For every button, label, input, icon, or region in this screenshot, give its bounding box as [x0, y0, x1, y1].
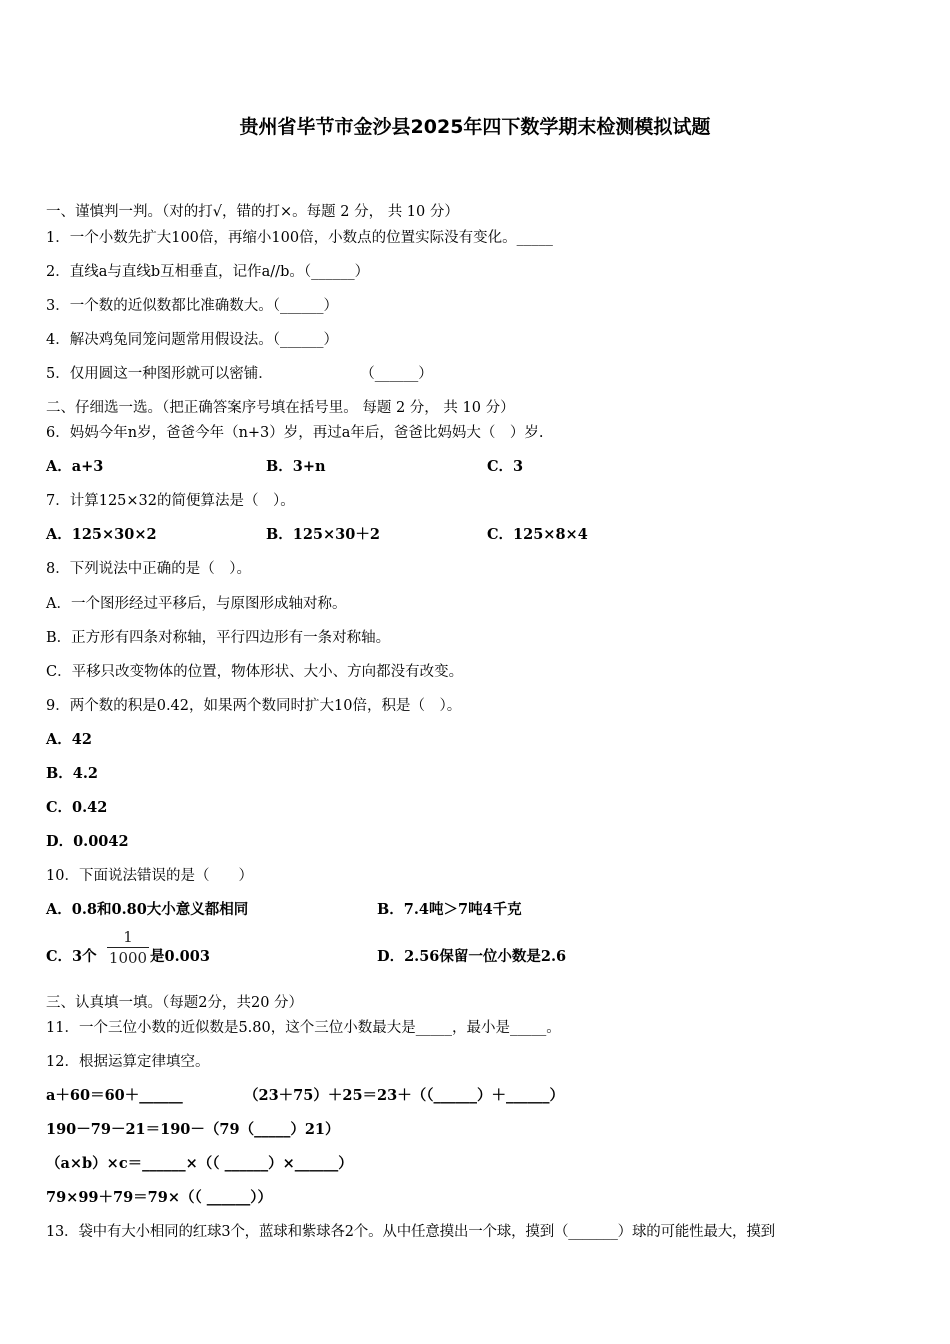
q10-option-c-prefix: C．3个 — [46, 948, 97, 965]
question-2: 2．直线a与直线b互相垂直，记作a//b。（______） — [46, 264, 370, 280]
question-7: 7．计算125×32的简便算法是（ ）。 — [46, 493, 295, 509]
question-3: 3．一个数的近似数都比准确数大。（______） — [46, 298, 338, 314]
q6-option-a: A．a+3 — [46, 458, 104, 475]
q12-line1-left: a＋60＝60＋______ — [46, 1087, 183, 1104]
section2-heading: 二、仔细选一选。（把正确答案序号填在括号里。 每题 2 分， 共 10 分） — [46, 400, 515, 416]
q9-option-b: B．4.2 — [46, 765, 98, 782]
q10-option-b: B．7.4吨＞7吨4千克 — [377, 901, 522, 918]
question-13: 13．袋中有大小相同的红球3个，蓝球和紫球各2个。从中任意摸出一个球，摸到（_______）球的可能性最大，摸到 — [46, 1224, 775, 1240]
question-6: 6．妈妈今年n岁，爸爸今年（n+3）岁，再过a年后，爸爸比妈妈大（ ）岁. — [46, 425, 544, 441]
q8-option-a: A．一个图形经过平移后，与原图形成轴对称。 — [46, 596, 347, 612]
fraction-one-thousandth — [107, 928, 149, 967]
q12-line1-right: （23＋75）＋25＝23＋（（______）＋______） — [244, 1087, 564, 1104]
q7-option-b: B．125×30＋2 — [266, 526, 380, 543]
q9-option-c: C．0.42 — [46, 799, 108, 816]
question-1: 1．一个小数先扩大100倍，再缩小100倍，小数点的位置实际没有变化。_____ — [46, 230, 553, 246]
q6-option-b: B．3+n — [266, 458, 326, 475]
q10-option-c-suffix: 是0.003 — [150, 948, 210, 965]
section1-heading: 一、谨慎判一判。（对的打√，错的打×。每题 2 分， 共 10 分） — [46, 204, 459, 220]
q12-line2: 190－79－21＝190－（79（_____）21） — [46, 1121, 340, 1138]
fraction-bar — [107, 947, 149, 948]
question-11: 11．一个三位小数的近似数是5.80，这个三位小数最大是_____，最小是_____。 — [46, 1020, 561, 1036]
question-5: 5．仅用圆这一种图形就可以密铺． （______） — [46, 366, 433, 382]
q12-line3: （a×b）×c＝______×（（ ______）×______） — [46, 1155, 353, 1172]
section3-heading: 三、认真填一填。（每题2分，共20 分） — [46, 995, 304, 1011]
q7-option-a: A．125×30×2 — [46, 526, 157, 543]
q12-line4: 79×99＋79＝79×（（ ______）） — [46, 1189, 273, 1206]
q7-option-c: C．125×8×4 — [487, 526, 588, 543]
exam-title: 贵州省毕节市金沙县2025年四下数学期末检测模拟试题 — [239, 116, 711, 138]
question-10: 10．下面说法错误的是（ ） — [46, 868, 253, 884]
question-8: 8．下列说法中正确的是（ ）。 — [46, 561, 251, 577]
q6-option-c: C．3 — [487, 458, 524, 475]
q10-option-a: A．0.8和0.80大小意义都相同 — [46, 901, 249, 918]
question-9: 9．两个数的积是0.42，如果两个数同时扩大10倍，积是（ ）。 — [46, 698, 462, 714]
q8-option-b: B．正方形有四条对称轴，平行四边形有一条对称轴。 — [46, 630, 391, 646]
q10-option-d: D．2.56保留一位小数是2.6 — [377, 948, 567, 965]
fraction-numerator: 1 — [123, 928, 133, 946]
q9-option-a: A．42 — [46, 731, 92, 748]
question-12: 12．根据运算定律填空。 — [46, 1054, 210, 1070]
q9-option-d: D．0.0042 — [46, 833, 129, 850]
q8-option-c: C．平移只改变物体的位置，物体形状、大小、方向都没有改变。 — [46, 664, 464, 680]
question-4: 4．解决鸡兔同笼问题常用假设法。（______） — [46, 332, 338, 348]
fraction-denominator: 1000 — [108, 949, 148, 967]
